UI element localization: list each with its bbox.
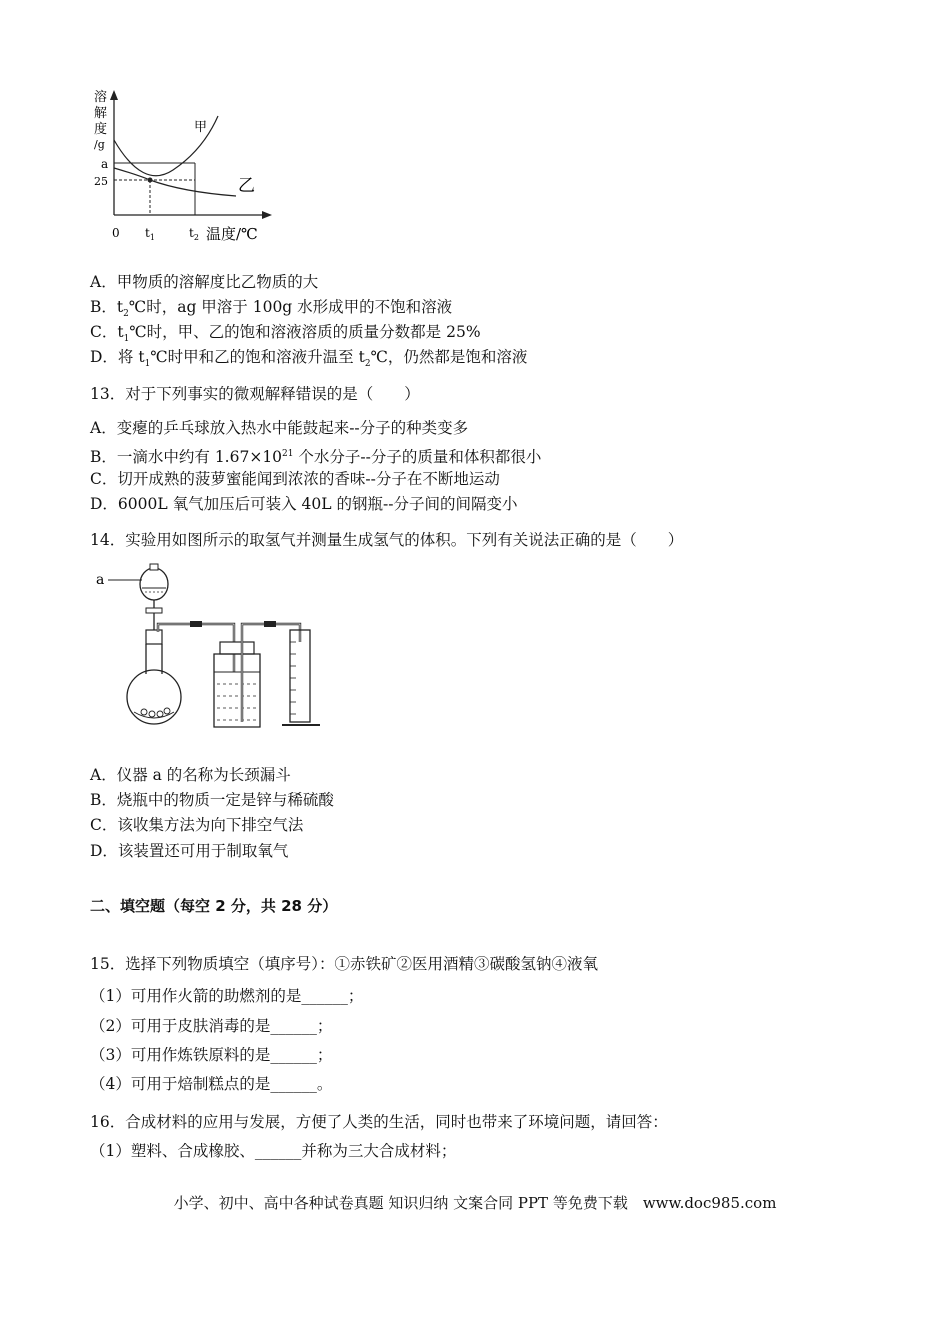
bottle-stopper — [220, 642, 254, 654]
flask-solid — [134, 712, 174, 718]
q12-option-c: C．$t_1℃$时，甲、乙的饱和溶液溶质的质量分数都是 25% — [90, 323, 481, 345]
y-label-char-3: 度 — [94, 122, 108, 137]
zinc-granule — [149, 711, 155, 717]
q12-option-a: A．甲物质的溶解度比乙物质的大 — [90, 273, 319, 291]
zinc-granule — [164, 708, 170, 714]
q14-option-d: D．该装置还可用于制取氧气 — [90, 842, 289, 860]
q15-sub-1: （1）可用作火箭的助燃剂的是______； — [90, 987, 364, 1005]
rubber-tube-2 — [264, 621, 276, 627]
x-tick-t1: $t_1$ — [145, 226, 155, 242]
page-footer: 小学、初中、高中各种试卷真题 知识归纳 文案合同 PPT 等免费下载 www.doc985.com — [173, 1194, 777, 1212]
x-tick-t2: $t_2$ — [189, 226, 199, 242]
x-label: 温度/℃ — [206, 225, 258, 243]
q12-option-b: B．$t_2℃$时，ag 甲溶于 100g 水形成甲的不饱和溶液 — [90, 298, 453, 320]
y-axis-arrow — [110, 90, 118, 100]
q15-sub-2: （2）可用于皮肤消毒的是______； — [90, 1017, 333, 1035]
q13-option-d: D．6000L 氧气加压后可装入 40L 的钢瓶--分子间的间隔变小 — [90, 495, 518, 513]
flask-stopper — [146, 630, 162, 644]
delivery-tube-2 — [242, 624, 300, 722]
q14-stem: 14．实验用如图所示的取氢气并测量生成氢气的体积。下列有关说法正确的是（ ） — [90, 531, 684, 549]
y-label-unit: /g — [94, 138, 105, 151]
zinc-granule — [141, 709, 147, 715]
apparatus-diagram — [92, 562, 332, 732]
bottle-body — [214, 654, 260, 727]
section-title-fill-in: 二、填空题（每空 2 分，共 28 分） — [90, 897, 338, 915]
curve-label-jia: 甲 — [194, 120, 208, 135]
q15-sub-3: （3）可用作炼铁原料的是______； — [90, 1046, 333, 1064]
q14-option-b: B．烧瓶中的物质一定是锌与稀硫酸 — [90, 791, 334, 809]
graduated-cylinder — [290, 630, 310, 722]
x-axis-arrow — [262, 211, 272, 219]
solubility-graph — [88, 82, 278, 247]
q16-sub-1: （1）塑料、合成橡胶、______并称为三大合成材料； — [90, 1142, 457, 1160]
q12-option-d: D．将 $t_1℃$时甲和乙的饱和溶液升温至 $t_2℃$，仍然都是饱和溶液 — [90, 348, 528, 370]
intersection-point — [148, 178, 153, 183]
y-tick-25: 25 — [94, 175, 108, 188]
y-label-char-1: 溶 — [94, 90, 108, 105]
zinc-granule — [157, 711, 163, 717]
q16-stem: 16．合成材料的应用与发展，方便了人类的生活，同时也带来了环境问题，请回答： — [90, 1113, 668, 1131]
q13-option-b: B．一滴水中约有 $1.67\times 10^{21}$ 个水分子--分子的质量和体积都很小 — [90, 448, 542, 467]
q14-option-c: C．该收集方法为向下排空气法 — [90, 816, 304, 834]
funnel-stopcock — [146, 608, 162, 613]
q15-stem: 15．选择下列物质填空（填序号）：①赤铁矿②医用酒精③碳酸氢钠④液氧 — [90, 955, 598, 973]
q15-sub-4: （4）可用于焙制糕点的是______。 — [90, 1075, 333, 1093]
curve-yi — [114, 168, 236, 196]
y-label-char-2: 解 — [94, 106, 108, 121]
funnel-stopper — [150, 564, 158, 570]
q13-option-c: C．切开成熟的菠萝蜜能闻到浓浓的香味--分子在不断地运动 — [90, 470, 500, 488]
q13-stem: 13．对于下列事实的微观解释错误的是（ ） — [90, 385, 420, 403]
funnel-bulb — [140, 568, 168, 600]
rubber-tube-1 — [190, 621, 202, 627]
q13-option-a: A．变瘪的乒乓球放入热水中能鼓起来--分子的种类变多 — [90, 419, 469, 437]
x-origin: 0 — [112, 226, 120, 240]
curve-label-yi: 乙 — [238, 176, 255, 196]
y-tick-a: a — [101, 157, 109, 171]
q14-option-a: A．仪器 a 的名称为长颈漏斗 — [90, 766, 291, 784]
label-a: a — [96, 572, 105, 588]
